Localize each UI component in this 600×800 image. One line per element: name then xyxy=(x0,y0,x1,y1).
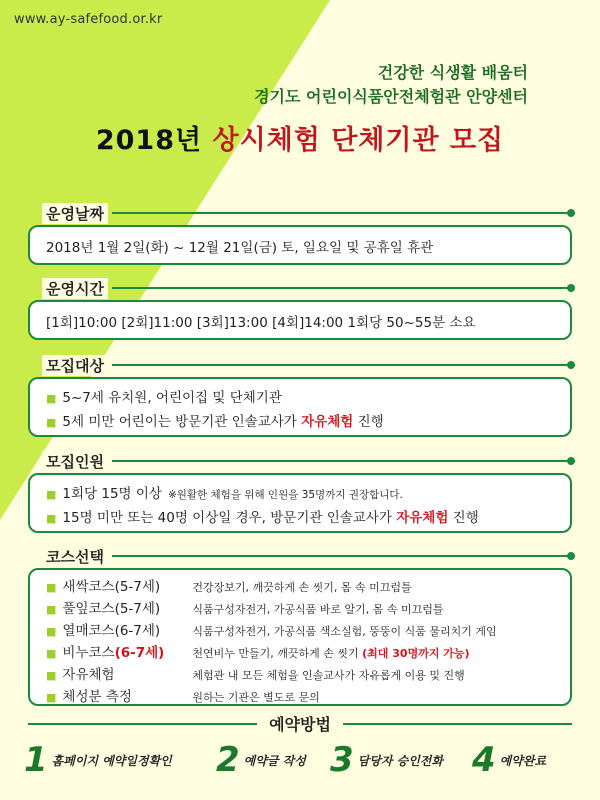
section-label: 코스선택 xyxy=(42,546,108,567)
section-label: 모집인원 xyxy=(42,451,108,472)
bullet-icon: ■ xyxy=(46,625,57,638)
list-item: ■ 1회당 15명 이상 ※원활한 체험을 위해 인원을 35명까지 권장합니다. xyxy=(46,486,403,502)
section-headcount xyxy=(28,451,572,535)
course-item-soap: ■ 비누코스(6-7세) 천연비누 만들기, 깨끗하게 손 씻기 (최대 30명까지 가능) xyxy=(46,645,470,661)
operation-time-text: [1회]10:00 [2회]11:00 [3회]13:00 [4회]14:00 1회당 50~55분 소요 xyxy=(46,315,476,331)
bullet-icon: ■ xyxy=(46,603,57,616)
operation-date-text: 2018년 1월 2일(화) ~ 12월 21일(금) 토, 일요일 및 공휴일 휴관 xyxy=(46,240,434,256)
course-item-saessak: ■ 새싹코스(5-7세) 건강장보기, 깨끗하게 손 씻기, 몸 속 미끄럼틀 xyxy=(46,579,412,595)
section-box xyxy=(28,568,572,706)
section-operation-time xyxy=(28,278,572,342)
bullet-icon: ■ xyxy=(46,647,57,660)
list-item: ■ 5~7세 유치원, 어린이집 및 단체기관 xyxy=(46,390,282,406)
bullet-icon: ■ xyxy=(46,392,57,405)
bullet-icon: ■ xyxy=(46,512,57,525)
title-year: 2018년 xyxy=(95,125,203,156)
section-divider xyxy=(112,212,572,214)
reservation-title: 예약방법 xyxy=(257,712,343,735)
course-item-yeolmae: ■ 열매코스(6-7세) 식품구성자전거, 가공식품 색소실험, 뚱뚱이 식품 물리치기 게임 xyxy=(46,623,497,639)
reservation-steps xyxy=(24,740,584,790)
page-title xyxy=(0,118,600,157)
list-item: ■ 15명 미만 또는 40명 이상일 경우, 방문기관 인솔교사가 자유체험 진행 xyxy=(46,510,479,526)
section-divider xyxy=(112,555,572,557)
bullet-icon: ■ xyxy=(46,669,57,682)
course-item-pullip: ■ 풀잎코스(5-7세) 식품구성자전거, 가공식품 바로 알기, 몸 속 미끄럼틀 xyxy=(46,601,444,617)
subtitle-tagline: 건강한 식생활 배움터 xyxy=(377,63,528,82)
reservation-header xyxy=(28,712,572,736)
section-operation-date xyxy=(28,203,572,267)
list-item: ■ 5세 미만 어린이는 방문기관 인솔교사가 자유체험 진행 xyxy=(46,414,384,430)
section-box xyxy=(28,473,572,533)
section-target xyxy=(28,355,572,439)
subtitle-center-name: 경기도 어린이식품안전체험관 안양센터 xyxy=(254,87,528,106)
course-item-body-composition: ■ 체성분 측정 원하는 기관은 별도로 문의 xyxy=(46,689,320,705)
section-label: 운영날짜 xyxy=(42,203,108,224)
section-courses xyxy=(28,546,572,706)
section-box xyxy=(28,300,572,340)
bullet-icon: ■ xyxy=(46,488,57,501)
section-divider xyxy=(112,460,572,462)
title-text: 상시체험 단체기관 모집 xyxy=(212,125,505,156)
section-divider xyxy=(112,287,572,289)
section-divider xyxy=(112,364,572,366)
step-1: 1 홈페이지 예약일정확인 xyxy=(24,740,172,780)
course-item-free: ■ 자유체험 체험관 내 모든 체험을 인솔교사가 자유롭게 이용 및 진행 xyxy=(46,667,465,683)
step-3: 3 담당자 승인전화 xyxy=(330,740,443,780)
step-4: 4 예약완료 xyxy=(472,740,547,780)
step-2: 2 예약글 작성 xyxy=(216,740,306,780)
recommendation-note: ※원활한 체험을 위해 인원을 35명까지 권장합니다. xyxy=(167,489,403,501)
bullet-icon: ■ xyxy=(46,581,57,594)
bullet-icon: ■ xyxy=(46,416,57,429)
section-box xyxy=(28,225,572,265)
bullet-icon: ■ xyxy=(46,691,57,704)
section-label: 모집대상 xyxy=(42,355,108,376)
section-box xyxy=(28,377,572,437)
website-url[interactable]: www.ay-safefood.or.kr xyxy=(14,12,163,27)
section-label: 운영시간 xyxy=(42,278,108,299)
